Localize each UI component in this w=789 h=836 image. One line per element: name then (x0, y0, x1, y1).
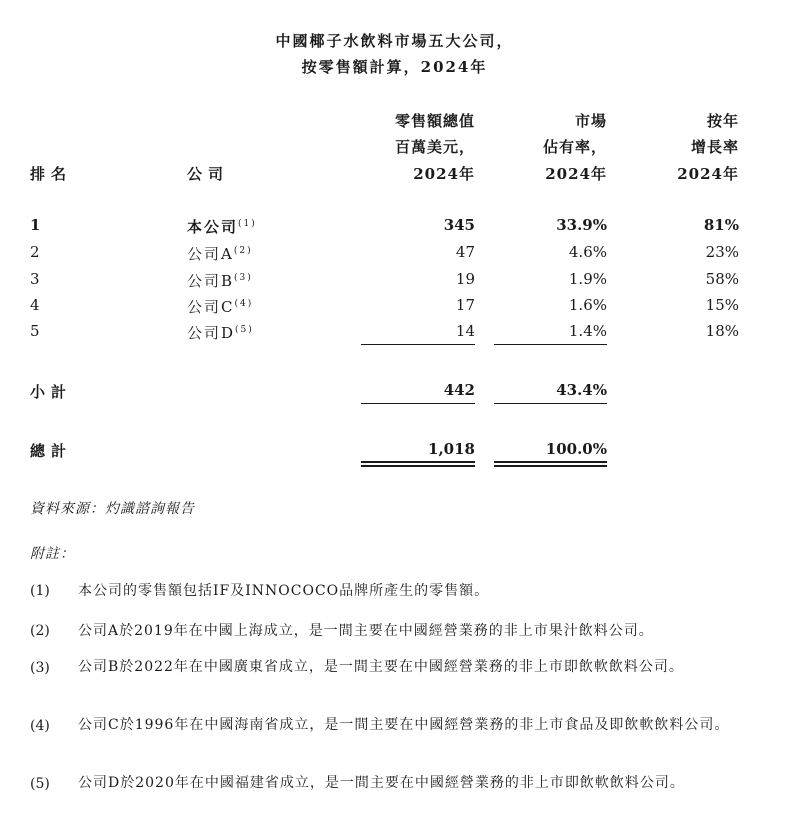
header-retail-value-3: 2024年 (413, 165, 475, 183)
table-title-line2: 按零售額計算，2024年 (301, 58, 488, 76)
header-rank: 排名 (30, 165, 73, 183)
note-number: (5) (30, 776, 50, 792)
subtotal-label: 小計 (30, 383, 73, 401)
row-value: 19 (455, 270, 475, 288)
note-text: 本公司的零售額包括IF及INNOCOCO品牌所產生的零售額。 (78, 583, 490, 599)
rule-share-double-2 (494, 465, 607, 467)
header-growth-3: 2024年 (677, 165, 739, 183)
row-share: 1.6% (568, 296, 607, 314)
note-number: (2) (30, 623, 50, 639)
rule-share-mid (494, 403, 607, 404)
row-growth: 23% (705, 243, 739, 261)
note-number: (4) (30, 718, 50, 734)
header-retail-value-1: 零售額總值 (394, 112, 475, 130)
note-text: 公司D於2020年在中國福建省成立，是一間主要在中國經營業務的非上市即飲軟飲料公司。 (78, 775, 685, 791)
row-share: 33.9% (556, 216, 607, 234)
notes-label: 附註： (30, 546, 75, 562)
row-company: 公司$C^{(4)}$ (187, 298, 254, 316)
rule-share-top (494, 344, 607, 345)
header-retail-value-2: 百萬美元， (394, 138, 475, 156)
row-share: 1.4% (568, 322, 607, 340)
row-growth: 15% (705, 296, 739, 314)
rule-value-mid (361, 403, 475, 404)
row-value: 47 (455, 243, 475, 261)
row-share: 1.9% (568, 270, 607, 288)
total-value: 1,018 (428, 440, 475, 458)
row-company: 公司$D^{(5)}$ (187, 324, 254, 342)
row-rank: 2 (30, 243, 40, 261)
note-number: (3) (30, 660, 50, 676)
row-value: 14 (455, 322, 475, 340)
rule-value-double-2 (361, 465, 475, 467)
rule-value-double-1 (361, 461, 475, 463)
source-text: 資料來源：灼識諮詢報告 (30, 501, 195, 517)
header-market-share-3: 2024年 (545, 165, 607, 183)
note-text: 公司A於2019年在中國上海成立，是一間主要在中國經營業務的非上市果汁飲料公司。 (78, 623, 654, 639)
row-rank: 4 (30, 296, 40, 314)
note-number: (1) (30, 583, 50, 599)
total-label: 總計 (30, 442, 73, 460)
row-growth: 58% (705, 270, 739, 288)
row-rank: 3 (30, 270, 40, 288)
subtotal-value: 442 (443, 381, 475, 399)
note-text: 公司B於2022年在中國廣東省成立，是一間主要在中國經營業務的非上市即飲軟飲料公司。 (78, 659, 684, 675)
row-growth: 18% (705, 322, 739, 340)
row-value: 345 (443, 216, 475, 234)
header-market-share-1: 市場 (574, 112, 607, 130)
header-market-share-2: 佔有率， (542, 138, 607, 156)
row-company: 本公司$^{(1)}$ (187, 218, 257, 236)
row-value: 17 (455, 296, 475, 314)
row-rank: 1 (30, 216, 41, 234)
total-share: 100.0% (545, 440, 607, 458)
row-share: 4.6% (568, 243, 607, 261)
header-growth-2: 增長率 (690, 138, 739, 156)
header-company: 公司 (187, 165, 230, 183)
subtotal-share: 43.4% (556, 381, 607, 399)
row-company: 公司$A^{(2)}$ (187, 245, 253, 263)
row-company: 公司$B^{(3)}$ (187, 272, 253, 290)
header-growth-1: 按年 (706, 112, 739, 130)
rule-value-top (361, 344, 475, 345)
rule-share-double-1 (494, 461, 607, 463)
row-rank: 5 (30, 322, 40, 340)
note-text: 公司C於1996年在中國海南省成立，是一間主要在中國經營業務的非上市食品及即飲軟飲料公司。 (78, 717, 730, 733)
row-growth: 81% (703, 216, 739, 234)
table-title-line1: 中國椰子水飲料市場五大公司， (275, 32, 514, 50)
